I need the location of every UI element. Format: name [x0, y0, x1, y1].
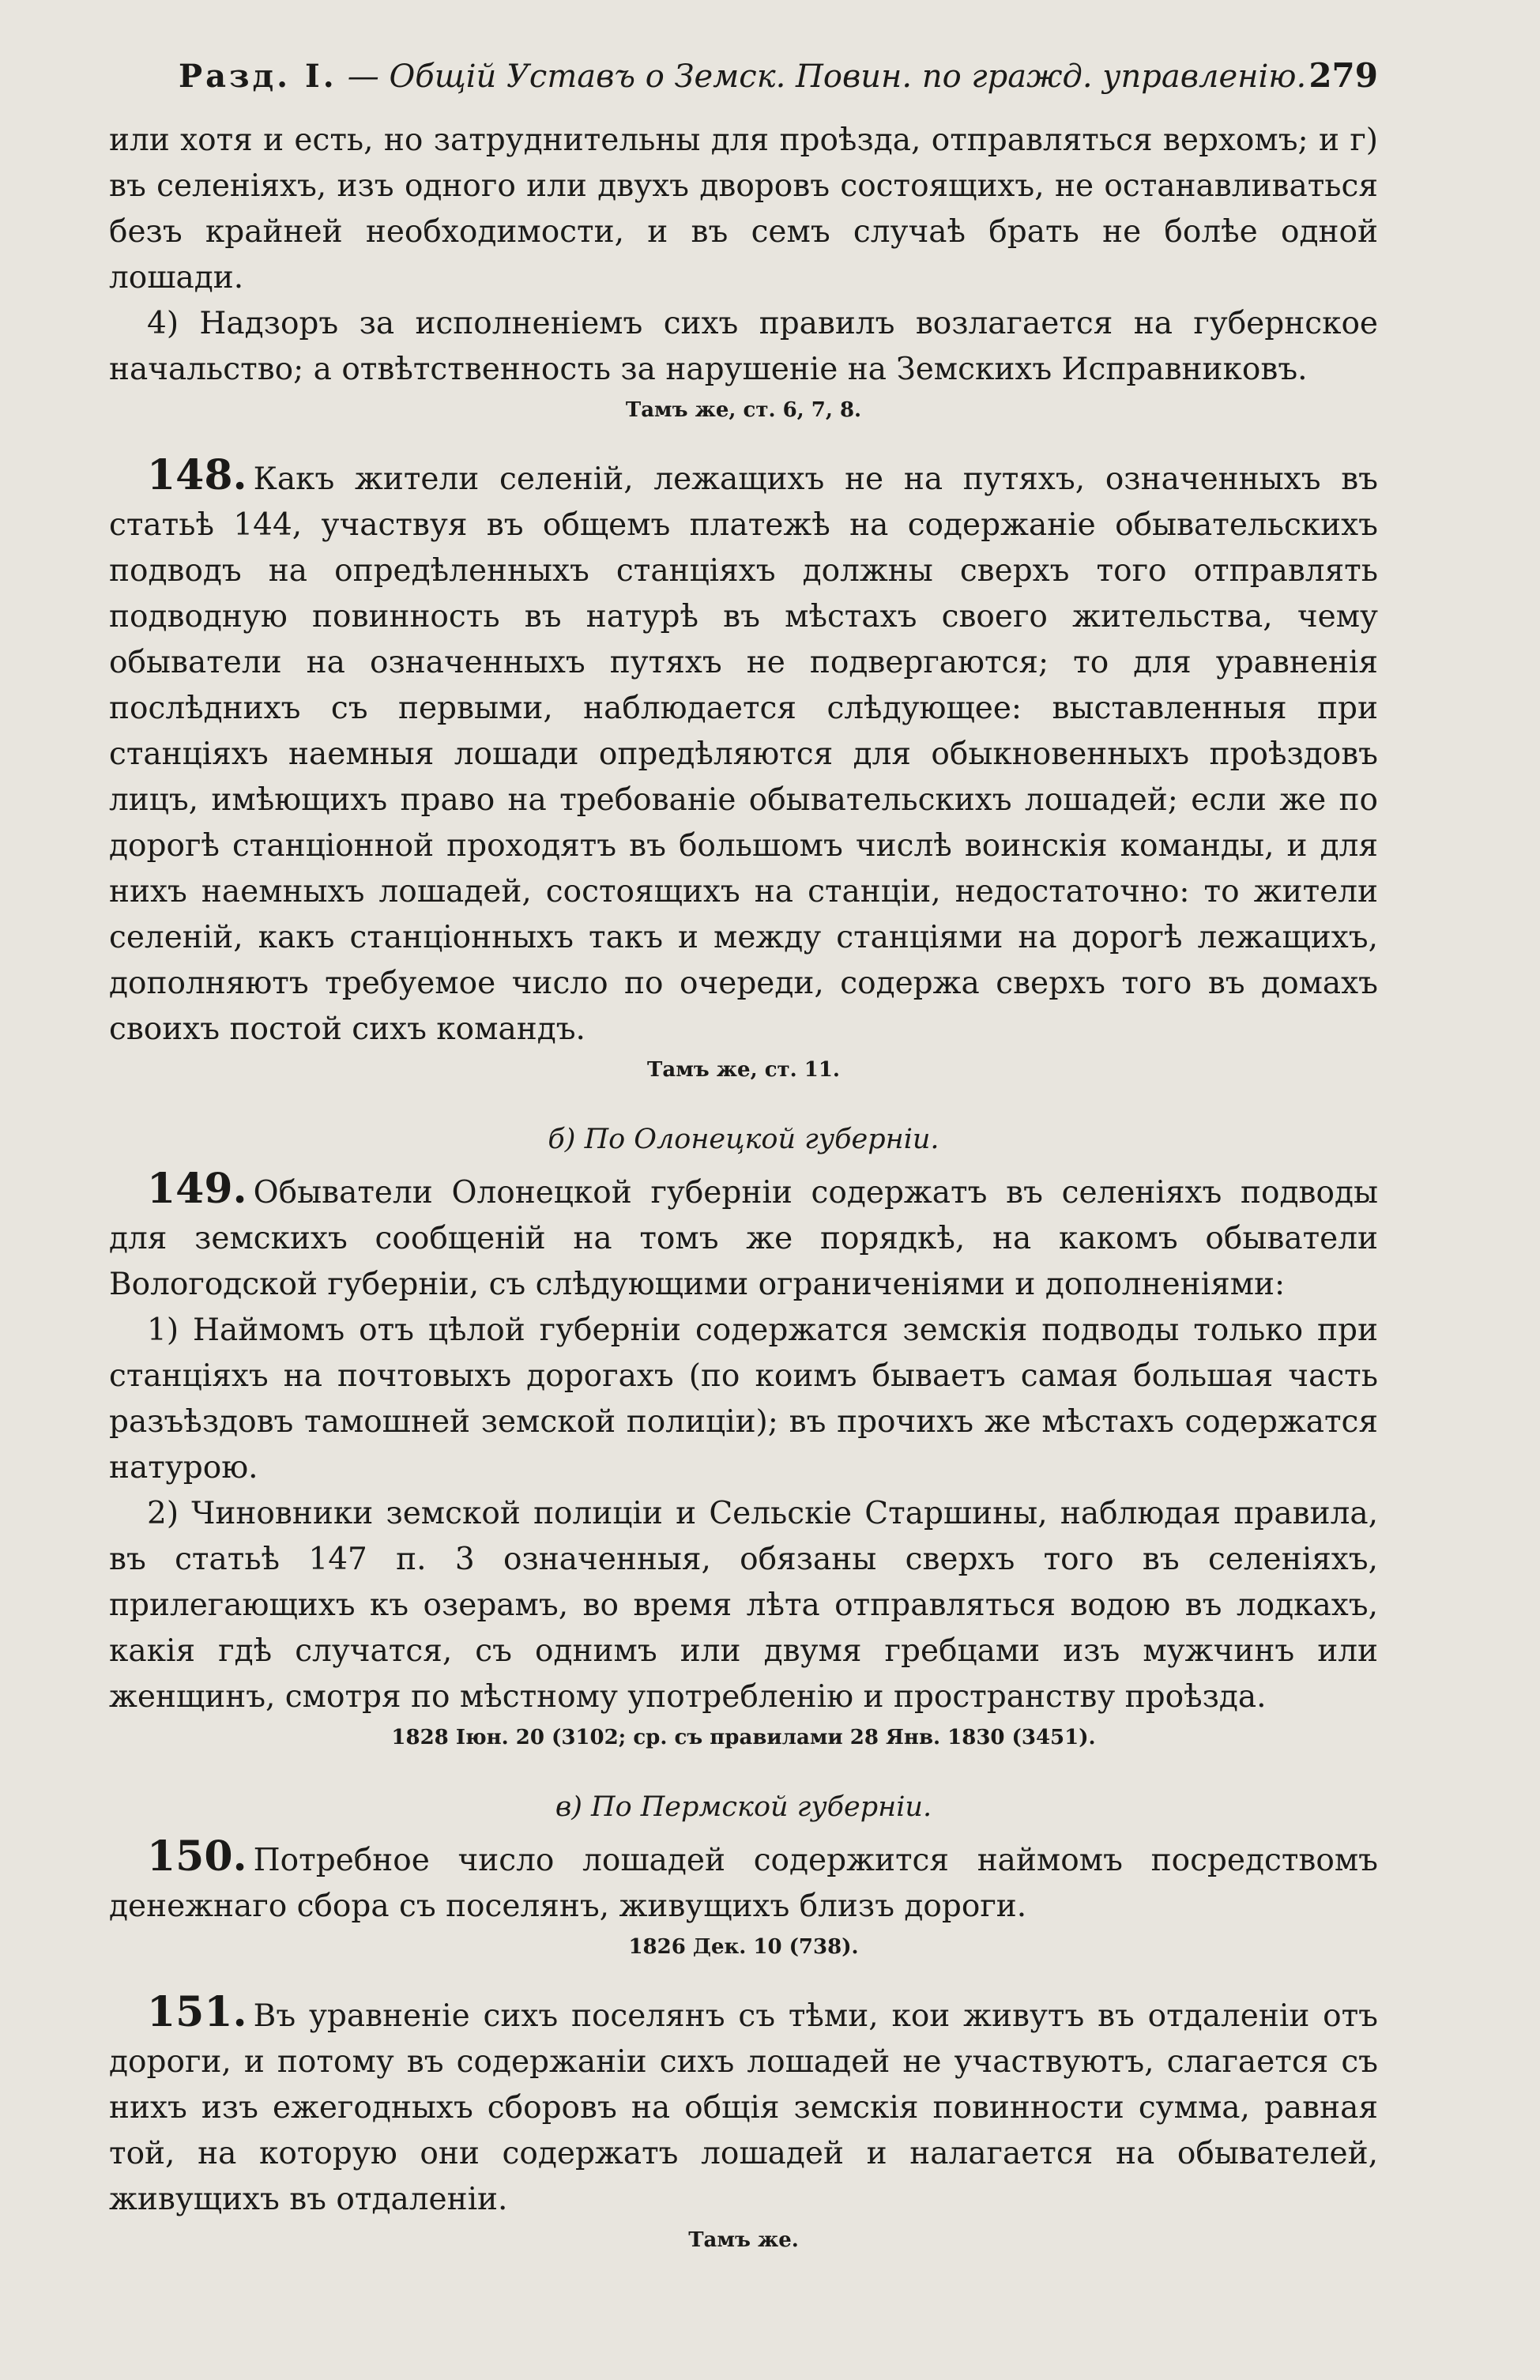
clause-149-2: 2) Чиновники земской полиціи и Сельскіе Старшины, наблюдая правила, въ статьѣ 147 п. 3 означенныя, обязаны сверхъ того въ селеніяхъ, прилегающихъ къ озерамъ, во время лѣта отправляться водою въ лодкахъ, какія гдѣ случатся, съ однимъ или двумя гребцами изъ мужчинъ или женщинъ, смотря по мѣстному употребленію и пространству проѣзда. [109, 1496, 1378, 1715]
article-151 [109, 1990, 1378, 2223]
source-reference-151: Тамъ же. [688, 2228, 799, 2252]
article-text: Въ уравненіе сихъ поселянъ съ тѣми, кои живутъ въ отдаленіи отъ дороги, и потому въ содержаніи сихъ лошадей не участвуютъ, слагается съ нихъ изъ ежегодныхъ сборовъ на общія земскія повинности сумма, равная той, на которую они содержатъ лошадей и налагается на обывателей, живущихъ въ отдаленіи. [109, 1998, 1378, 2217]
article-text: Обыватели Олонецкой губерніи содержатъ въ селеніяхъ подводы для земскихъ сообщеній на томъ же порядкѣ, на какомъ обыватели Вологодской губерніи, съ слѣдующими ограниченіями и дополненіями: [109, 1175, 1378, 1302]
source-reference-147: Тамъ же, ст. 6, 7, 8. [625, 398, 862, 422]
article-150 [109, 1834, 1378, 1930]
subheading-olonets: б) По Олонецкой губерніи. [548, 1124, 939, 1155]
article-number: 149. [147, 1165, 247, 1213]
source-reference-149: 1828 Іюн. 20 (3102; ср. съ правилами 28 Янв. 1830 (3451). [391, 1726, 1096, 1749]
source-reference-148: Тамъ же, ст. 11. [647, 1058, 840, 1082]
header-title: — Общій Уставъ о Земск. Повин. по гражд. управленію. [347, 58, 1307, 95]
section-label: Разд. I. [179, 58, 337, 95]
article-number: 151. [147, 1988, 247, 2036]
article-text: Какъ жители селеній, лежащихъ не на путяхъ, означенныхъ въ статьѣ 144, участвуя въ общемъ платежѣ на содержаніе обывательскихъ подводъ на опредѣленныхъ станціяхъ должны сверхъ того отправлять подводную повинность въ натурѣ въ мѣстахъ своего жительства, чему обыватели на означенныхъ путяхъ не подвергаются; то для уравненія послѣднихъ съ первыми, наблюдается слѣдующее: выставленныя при станціяхъ наемныя лошади опредѣляются для обыкновенныхъ проѣздовъ лицъ, имѣющихъ право на требованіе обывательскихъ лошадей; если же по дорогѣ станціонной проходятъ въ большомъ числѣ воинскія команды, и для нихъ наемныхъ лошадей, состоящихъ на станціи, недостаточно: то жители селеній, какъ станціонныхъ такъ и между станціями на дорогѣ лежащихъ, дополняютъ требуемое число по очереди, содержа сверхъ того въ домахъ своихъ постой сихъ командъ. [109, 461, 1378, 1047]
article-149 [109, 1166, 1378, 1308]
article-number: 150. [147, 1832, 247, 1881]
continued-paragraph: или хотя и есть, но затруднительны для проѣзда, отправляться верхомъ; и г) въ селеніяхъ, изъ одного или двухъ дворовъ состоящихъ, не останавливаться безъ крайней необходимости, и въ семъ случаѣ брать не болѣе одной лошади. [109, 122, 1378, 296]
running-header [109, 55, 1378, 97]
subheading-perm: в) По Пермской губерніи. [555, 1791, 932, 1823]
article-number: 148. [147, 451, 247, 499]
page-number: 279 [1308, 56, 1378, 95]
clause-149-1: 1) Наймомъ отъ цѣлой губерніи содержатся земскія подводы только при станціяхъ на почтовыхъ дорогахъ (по коимъ бываетъ самая большая часть разъѣздовъ тамошней земской полиціи); въ прочихъ же мѣстахъ содержатся натурою. [109, 1312, 1378, 1486]
article-148 [109, 453, 1378, 1053]
article-text: Потребное число лошадей содержится наймомъ посредствомъ денежнаго сбора съ поселянъ, живущихъ близъ дороги. [109, 1843, 1378, 1924]
source-reference-150: 1826 Дек. 10 (738). [628, 1935, 859, 1959]
clause-4: 4) Надзоръ за исполненіемъ сихъ правилъ возлагается на губернское начальство; а отвѣтственность за нарушеніе на Земскихъ Исправниковъ. [109, 306, 1378, 387]
